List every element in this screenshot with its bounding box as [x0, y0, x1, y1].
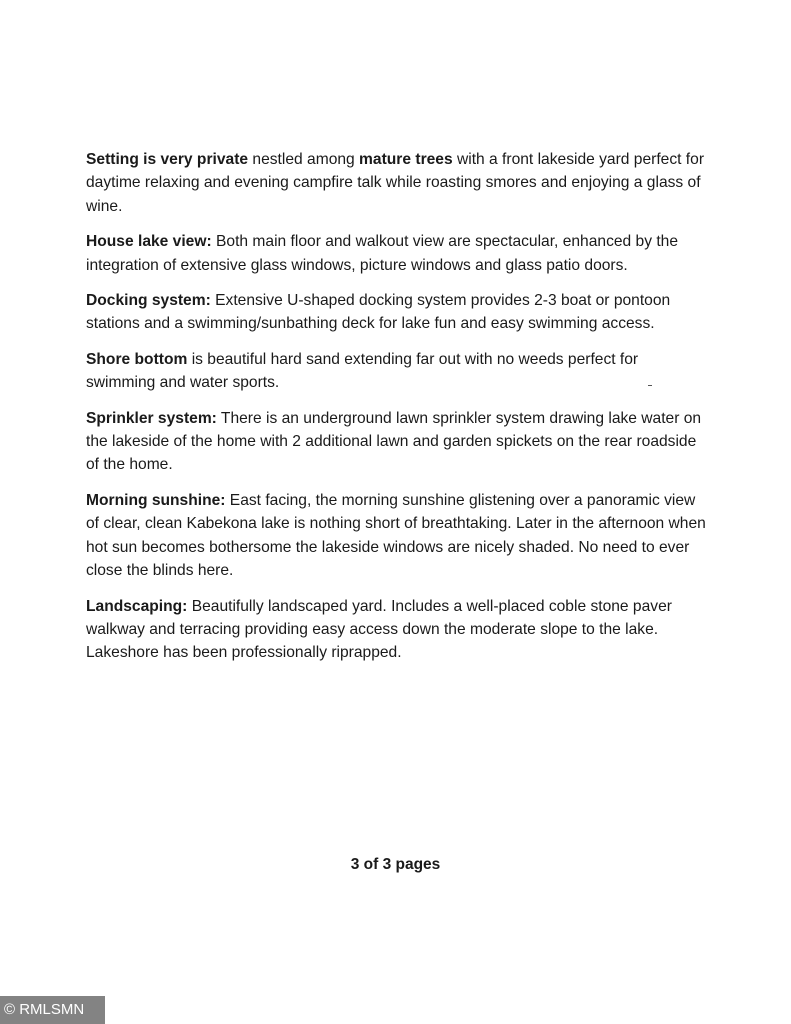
- paragraph-text: Both main floor and walkout view are spectacular, enhanced by the integration of extensive glass windows, picture windows and glass patio doors.: [86, 233, 679, 274]
- paragraph-heading: Shore bottom: [86, 350, 188, 368]
- paragraph-heading: Setting is very private: [86, 151, 249, 168]
- paragraph-text: There is an underground lawn sprinkler system drawing lake water on the lakeside of the home with 2 additional lawn and garden spickets on the rear roadside of the home.: [86, 409, 702, 474]
- paragraph-heading: House lake view:: [86, 233, 212, 251]
- paragraph-text: East facing, the morning sunshine glistening over a panoramic view of clear, clean Kabekona lake is nothing short of breathtaking. Later in the afternoon when hot sun becomes bothersome the lakeside windows are nicely shaded. No need to ever close the blinds here.: [86, 491, 706, 580]
- paragraph-text: Beautifully landscaped yard. Includes a well-placed coble stone paver walkway and terracing providing easy access down the moderate slope to the lake. Lakeshore has been professionally riprapped.: [86, 597, 672, 662]
- paragraph-house-lake-view: [86, 230, 706, 277]
- document-body: [86, 148, 706, 677]
- paragraph-docking-system: [86, 289, 706, 336]
- paragraph-morning-sunshine: [86, 489, 706, 583]
- paragraph-text: nestled among: [248, 151, 360, 168]
- paragraph-shore-bottom: [86, 348, 706, 395]
- paragraph-heading: Morning sunshine:: [86, 491, 226, 509]
- paragraph-setting: [86, 148, 706, 218]
- scan-speck: [648, 385, 652, 386]
- paragraph-landscaping: [86, 595, 706, 665]
- page-number: 3 of 3 pages: [350, 856, 441, 873]
- paragraph-emphasis: mature trees: [359, 151, 453, 168]
- paragraph-heading: Sprinkler system:: [86, 409, 217, 427]
- paragraph-text: Extensive U-shaped docking system provides 2-3 boat or pontoon stations and a swimming/sunbathing deck for lake fun and easy swimming access.: [86, 292, 671, 333]
- paragraph-heading: Docking system:: [86, 292, 211, 310]
- paragraph-text: with a front lakeside yard perfect for daytime relaxing and evening campfire talk while roasting smores and enjoying a glass of wine.: [86, 151, 705, 215]
- paragraph-text: is beautiful hard sand extending far out with no weeds perfect for swimming and water sports.: [86, 350, 639, 392]
- paragraph-sprinkler-system: [86, 407, 706, 477]
- copyright-watermark: © RMLSMN: [0, 996, 105, 1024]
- paragraph-heading: Landscaping:: [86, 597, 188, 615]
